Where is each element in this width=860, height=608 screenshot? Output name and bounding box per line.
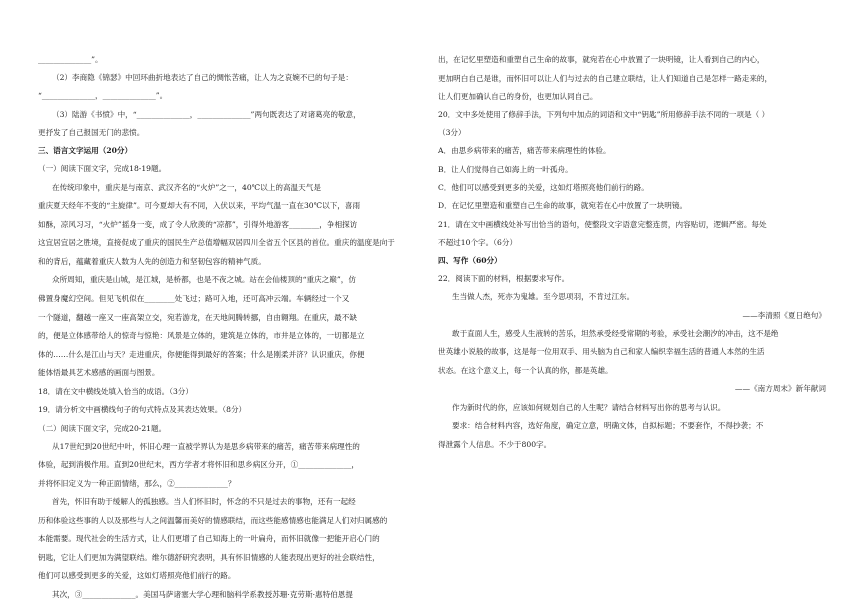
text-line: 18．请在文中横线处填入恰当的成语。（3分） — [38, 387, 193, 396]
text-line: 本能需要。现代社会的生活方式，让人们更增了自己知海上的一叶扁舟，而怀旧就像一把能开启心门的 — [38, 534, 380, 543]
text-line: 钥匙，它让人们更加为满望联结。维尔德舒研究表明，具有怀旧情感的人能表现出更好的社会联结性， — [38, 553, 380, 562]
text-line: ______________”。 — [38, 55, 103, 64]
text-line: （2）李商隐《锦瑟》中回环曲折地表达了自己的惆怅苦痛，让人为之哀婉不已的句子是： — [52, 73, 353, 82]
text-line: 更抒发了自己报国无门的悲愤。 — [38, 128, 145, 137]
text-line: 世英雄小说般的故事，这是每一位用双手、用头脑为自己和家人编织幸福生活的普通人本然的生活 — [438, 347, 765, 356]
text-line: 重庆夏天经年不变的“主旋律”。可今夏却大有不同，入伏以来，平均气温一直在30℃以下，喜雨 — [38, 201, 361, 210]
text-line: 众所周知，重庆是山城，是江城，是桥都，也是不夜之城。站在会仙楼顶的“重庆之巅”，仿 — [52, 275, 356, 284]
text-line: 更加明白自己是谁，而怀旧可以让人们与过去的自己建立联结，让人们知道自己是怎样一路走来的， — [438, 74, 773, 83]
text-line: “______________，______________”。 — [38, 91, 168, 100]
text-line: A．由思乡病带来的痛苦，痛苦带来病理性的体验。 — [438, 146, 611, 155]
text-line: 体的……什么是江山与天？走进重庆，你便能得到最好的答案；什么是刚柔并济？认识重庆，你便 — [38, 350, 365, 359]
text-line: 佛置身魔幻空间。但见飞机似在________处飞过；路可入地，还可高冲云端。车辆经过一个又 — [38, 294, 350, 303]
text-line: 和的背后，蕴藏着重庆人数为人先的创造力和坚韧包容的精神气质。 — [38, 257, 266, 266]
text-line: 不超过10个字。（6分） — [438, 238, 518, 247]
text-line: 从17世纪到20世纪中叶，怀旧心理一直被学界认为是思乡病带来的痛苦，痛苦带来病理性的 — [52, 442, 360, 451]
text-line: （二）阅读下面文字，完成20-21题。 — [38, 424, 167, 433]
text-line: 这宜居宜居之胜境，直接促成了重庆的国民生产总值增幅双居四川全省五个区县的首位。重庆的温度是向于 — [38, 238, 395, 247]
text-line: 敢于直面人生，感受人生液转的苦乐，坦然承受经受常期的考验，承受社会潮汐的冲击，这不是绝 — [452, 329, 779, 338]
text-line: 如酥，凉风习习，“火炉”摇身一变，成了令人欣羡的“凉都”，引得外地游客________，争相探访 — [38, 220, 358, 229]
text-line: ——李清照《夏日绝句》 — [742, 311, 826, 320]
text-line: 的，便是立体感带给人的惊奇与惊艳：风景是立体的，建筑是立体的，市井是立体的，一切都是立 — [38, 331, 365, 340]
text-line: 让人们更加确认自己的身份，也更加认同自己。 — [438, 92, 598, 101]
text-line: D．在记忆里塑造和重塑自己生命的故事，就宛若在心中放置了一块明镜。 — [438, 201, 688, 210]
text-line: 首先，怀旧有助于缓解人的孤独感。当人们怀旧时，怀念的不只是过去的事物，还有一起经 — [52, 497, 356, 506]
text-line: 出，在记忆里塑造和重塑自己生命的故事，就宛若在心中放置了一块明镜，让人看到自己的内心， — [438, 55, 765, 64]
text-line: 20．文中多处使用了修辞手法，下列句中加点的词语和文中“钥匙”所用修辞手法不同的一项是（ ） — [438, 110, 770, 119]
text-line: 他们可以感受到更多的关爱，这如灯塔照亮他们前行的路。 — [38, 571, 236, 580]
text-line: C．他们可以感受到更多的关爱，这如灯塔照亮他们前行的路。 — [438, 183, 649, 192]
text-line: 状态。在这个意义上，每一个认真的你，都是英雄。 — [438, 366, 613, 375]
text-line: 能体悟最具艺术感感的画面与图景。 — [38, 368, 160, 377]
text-line: 22．阅读下面的材料，根据要求写作。 — [438, 274, 570, 283]
text-line: 21．请在文中画横线处补写出恰当的语句，使整段文字语意完整连贯，内容贴切，逻辑严密。每处 — [438, 220, 767, 229]
text-line: 并将怀旧定义为一种正面情绪，那么，②______________？ — [38, 479, 236, 488]
text-line: 四、写作（60分） — [438, 256, 502, 265]
text-line: 一个隧道，翻越一座又一座高架立交，宛若游龙，在天地间腾转挪，自由翱翔。在重庆，最不缺 — [38, 313, 357, 322]
text-line: （一）阅读下面文字，完成18-19题。 — [38, 164, 167, 173]
text-line: 要求：结合材料内容，选好角度，确定立意，明确文体，自拟标题；不要套作，不得抄袭；不 — [452, 421, 764, 430]
text-line: （3分） — [438, 128, 466, 137]
text-line: 在传统印象中，重庆是与南京、武汉齐名的“火炉”之一，40℃以上的高温天气是 — [52, 183, 321, 192]
text-line: 其次，③______________。美国马萨诸塞大学心理和脑科学系教授苏珊·克劳斯·惠特伯恩提 — [52, 590, 353, 599]
text-line: （3）陆游《书愤》中，“______________，______________”两句既表达了对诸葛亮的敬意， — [52, 110, 361, 119]
text-line: ——《南方周末》新年献词 — [734, 384, 826, 393]
text-line: B．让人们觉得自己如海上的一叶孤舟。 — [438, 165, 573, 174]
text-line: 生当做人杰，死亦为鬼雄。至今思项羽，不肯过江东。 — [452, 292, 635, 301]
text-line: 作为新时代的你，应该如何规划自己的人生呢？请结合材料写出你的思考与认识。 — [452, 403, 726, 412]
text-line: 历和体验这些事的人以及那些与人之间温馨而美好的情感联结，而这些能感情感也能满足人们对归属感的 — [38, 516, 388, 525]
text-line: 体验，起到消极作用。直到20世纪末，西方学者才将怀旧和思乡病区分开，①______________， — [38, 460, 360, 469]
text-line: 19．请分析文中画横线句子的句式特点及其表达效果。（8分） — [38, 405, 247, 414]
text-line: 三、语言文字运用（20分） — [38, 146, 133, 155]
text-line: 得泄露个人信息。不少于800字。 — [438, 440, 552, 449]
